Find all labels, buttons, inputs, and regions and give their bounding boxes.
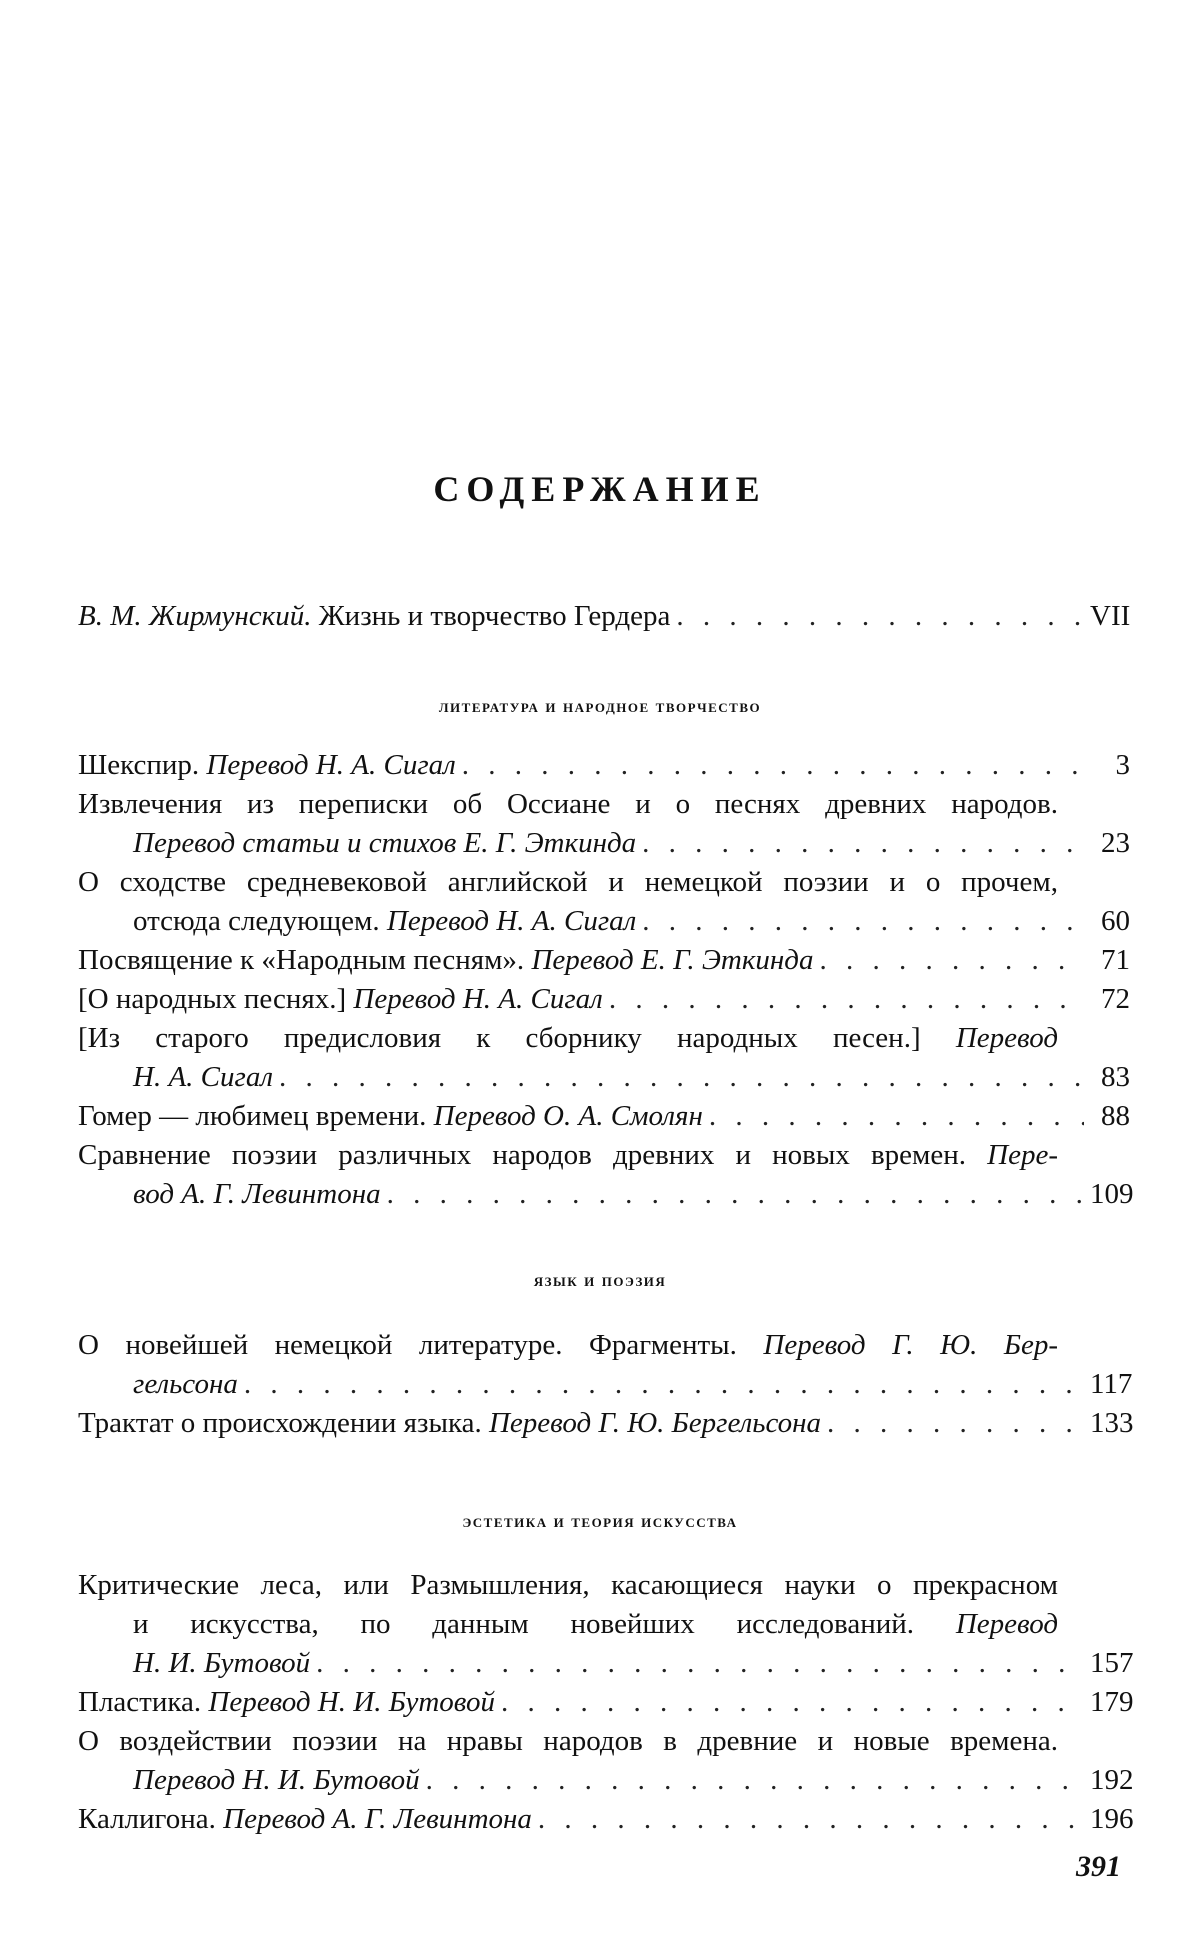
toc-entry [133,825,1130,861]
toc-entry [78,1801,1134,1837]
toc-entry [78,942,1130,978]
page-number: 117 [1090,1368,1133,1400]
entry-translator: Перевод статьи и стихов Е. Г. Эткинда [133,827,637,859]
toc-entry [133,1762,1134,1798]
page-number: 109 [1090,1178,1134,1210]
entry-title: [О народных песнях.] [78,983,354,1015]
page-folio: 391 [1076,1850,1121,1883]
entry-translator: Перевод О. А. Смолян [433,1100,703,1132]
page-number: 133 [1090,1407,1134,1439]
leader-dots [316,1645,1084,1681]
toc-entry [78,1405,1134,1441]
toc-entry [133,903,1130,939]
entry-title: отсюда следующем. [133,905,387,937]
toc-entry-line [78,1327,1130,1363]
toc-entry-line [78,786,1130,822]
page-number: 157 [1090,1647,1134,1679]
entry-translator: Н. А. Сигал [133,1061,273,1093]
entry-translator: Перевод Г. Ю. Бер- [763,1329,1058,1361]
leader-dots [676,598,1084,634]
section-heading-language: язык и поэзия [533,1270,667,1290]
toc-entry [133,1176,1134,1212]
toc-entry [133,1059,1130,1095]
entry-title: О новейшей немецкой литературе. Фрагменты. [78,1329,764,1361]
entry-translator: Перевод Н. А. Сигал [386,905,637,937]
toc-entry [78,1684,1134,1720]
entry-title: О сходстве средневековой английской и немецкой поэзии и о прочем, [78,866,1058,898]
page-title: СОДЕРЖАНИЕ [433,469,767,509]
page-number: 83 [1101,1061,1130,1093]
entry-title: Критические леса, или Размышления, касающиеся науки о прекрасном [78,1569,1058,1601]
page-number: 72 [1101,983,1130,1015]
leader-dots [609,981,1084,1017]
toc-entry-line [78,864,1130,900]
entry-translator: Перевод [955,1608,1058,1640]
entry-translator: Перевод Н. А. Сигал [353,983,603,1015]
leader-dots [827,1405,1084,1441]
entry-author: В. М. Жирмунский. [78,600,312,632]
entry-title: Каллигона. [78,1803,224,1835]
entry-title: Сравнение поэзии различных народов древних и новых времен. [78,1139,988,1171]
section-heading-literature: литература и народное творчество [438,696,762,716]
leader-dots [538,1801,1084,1837]
leader-dots [244,1366,1084,1402]
entry-title: Пластика. [78,1686,209,1718]
entry-title: О воздействии поэзии на нравы народов в древние и новые времена. [78,1725,1058,1757]
page-number: 196 [1090,1803,1134,1835]
toc-entry-line [78,1020,1130,1056]
entry-title: [Из старого предисловия к сборнику народных песен.] [78,1022,956,1054]
section-heading-aesthetics: эстетика и теория искусства [462,1511,738,1531]
page-number: 60 [1101,905,1130,937]
leader-dots [462,747,1084,783]
toc-entry-line [133,1606,1130,1642]
leader-dots [709,1098,1084,1134]
page-number: VII [1090,600,1131,632]
page-number: 179 [1090,1686,1134,1718]
entry-translator: Перевод А. Г. Левинтона [223,1803,532,1835]
entry-title: Трактат о происхождении языка. [78,1407,489,1439]
entry-title: Посвящение к «Народным песням». [78,944,532,976]
toc-entry [78,981,1130,1017]
entry-translator: Перевод Н. И. Бутовой [133,1764,420,1796]
toc-entry [133,1366,1133,1402]
leader-dots [501,1684,1084,1720]
entry-translator: Перевод [955,1022,1058,1054]
toc-entry [133,1645,1134,1681]
page-number: 3 [1115,749,1130,781]
toc-entry [78,747,1130,783]
entry-translator: Перевод Н. А. Сигал [206,749,456,781]
page-number: 71 [1101,944,1130,976]
page-number: 23 [1101,827,1130,859]
entry-translator: Перевод Е. Г. Эткинда [531,944,814,976]
entry-translator: вод А. Г. Левинтона [133,1178,381,1210]
entry-title: Извлечения из переписки об Оссиане и о песнях древних народов. [78,788,1058,820]
toc-entry-line [78,1723,1130,1759]
entry-translator: Н. И. Бутовой [133,1647,311,1679]
entry-translator: гельсона [133,1368,238,1400]
page-number: 88 [1101,1100,1130,1132]
leader-dots [279,1059,1084,1095]
entry-title: и искусства, по данным новейших исследований. [133,1608,956,1640]
toc-entry-line [78,1137,1130,1173]
entry-title: Жизнь и творчество Гердера [311,600,671,632]
toc-entry-intro [78,598,1130,634]
entry-title: Шекспир. [78,749,207,781]
entry-title: Гомер — любимец времени. [78,1100,434,1132]
entry-translator: Перевод Н. И. Бутовой [208,1686,495,1718]
toc-entry-line [78,1567,1130,1603]
leader-dots [642,825,1084,861]
page-number: 192 [1090,1764,1134,1796]
entry-translator: Пере- [987,1139,1058,1171]
leader-dots [642,903,1084,939]
leader-dots [819,942,1084,978]
leader-dots [387,1176,1084,1212]
toc-entry [78,1098,1130,1134]
leader-dots [426,1762,1084,1798]
entry-translator: Перевод Г. Ю. Бергельсона [488,1407,821,1439]
